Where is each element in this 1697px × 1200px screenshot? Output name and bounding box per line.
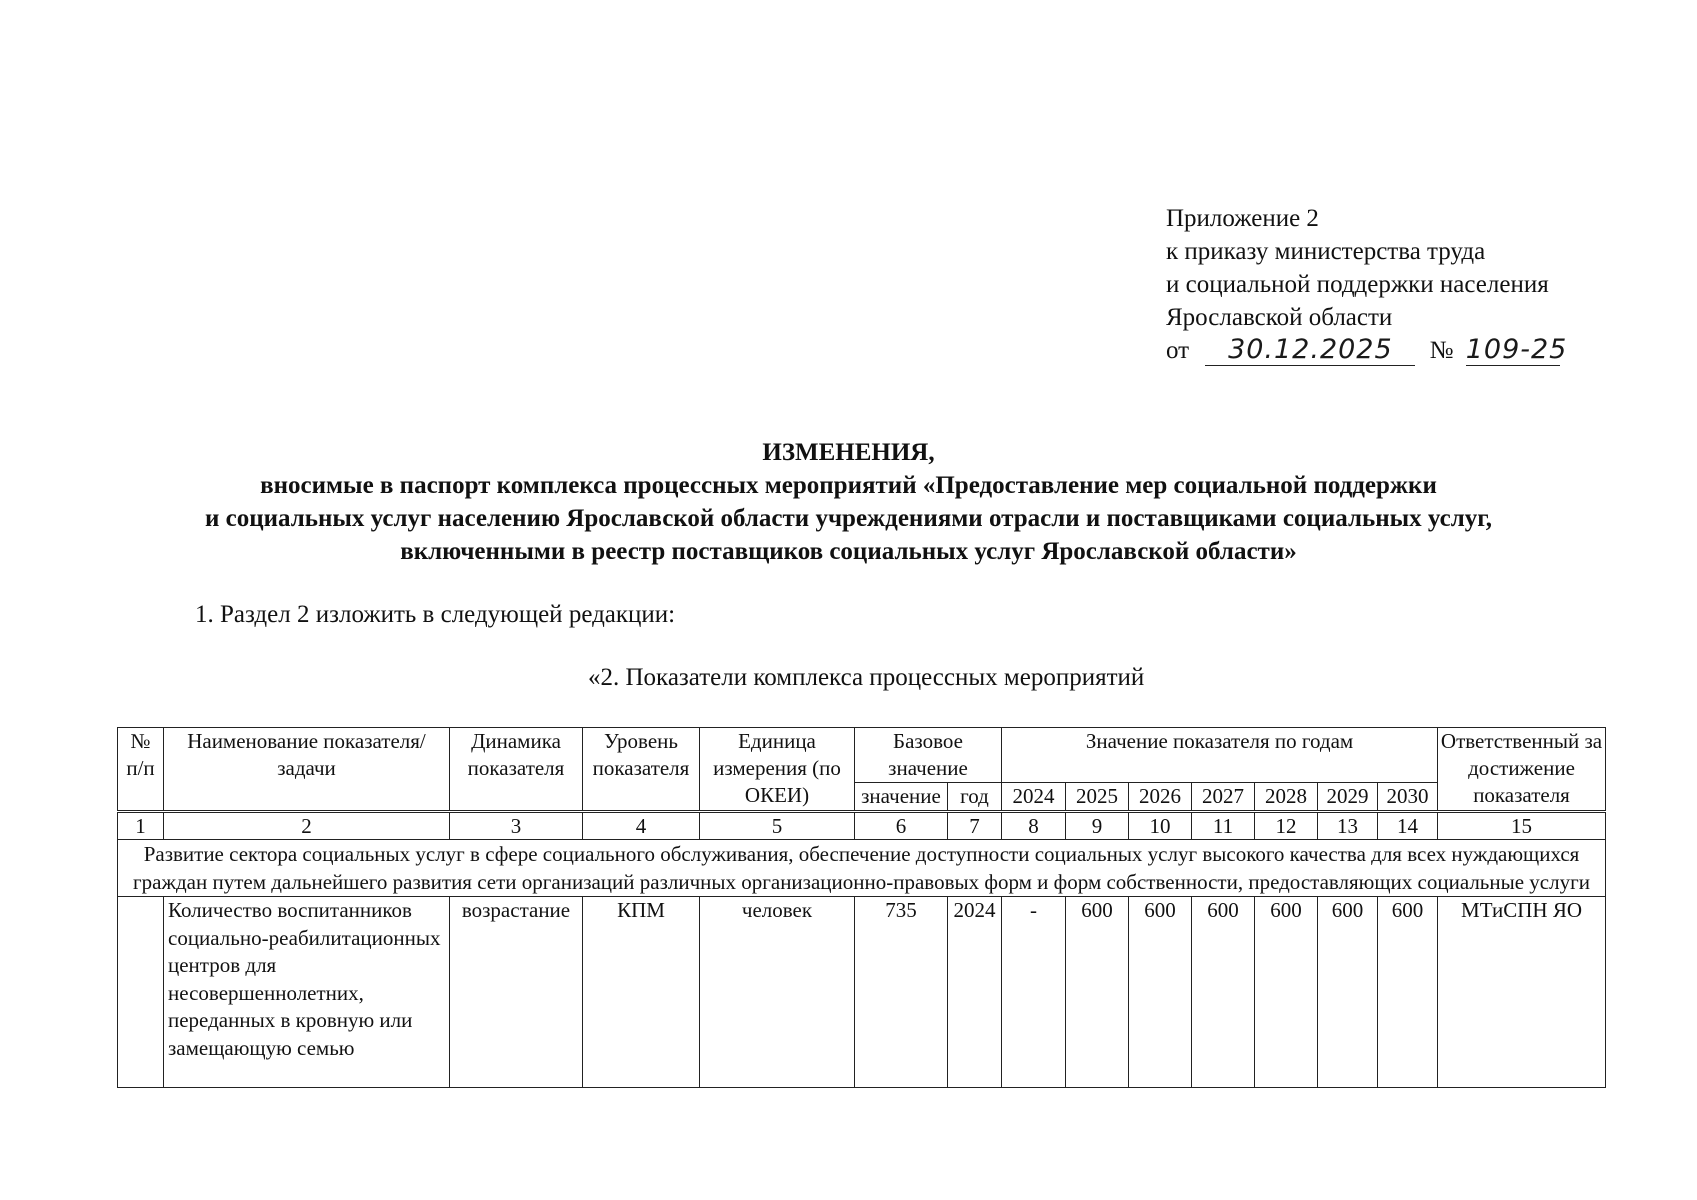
header-base: Базовое значение	[855, 728, 1002, 783]
header-year: 2026	[1129, 783, 1192, 812]
row-dynamics: возрастание	[450, 897, 583, 1088]
column-number: 10	[1129, 812, 1192, 840]
header-level: Уровень показателя	[583, 728, 700, 812]
column-number: 3	[450, 812, 583, 840]
header-year: 2025	[1066, 783, 1129, 812]
column-number: 8	[1002, 812, 1066, 840]
row-value-2024: -	[1002, 897, 1066, 1088]
appendix-order-ref: к приказу министерства труда	[1166, 238, 1486, 265]
column-number: 2	[164, 812, 450, 840]
column-number: 5	[700, 812, 855, 840]
section-title: «2. Показатели комплекса процессных мероприятий	[588, 664, 1145, 691]
appendix-date-line	[1166, 334, 1568, 367]
appendix-title: Приложение 2	[1166, 205, 1319, 232]
header-year: 2028	[1255, 783, 1318, 812]
row-value-2028: 600	[1255, 897, 1318, 1088]
header-year: 2030	[1378, 783, 1438, 812]
header-responsible: Ответственный за достижение показателя	[1438, 728, 1606, 812]
order-number: 109-25	[1465, 334, 1568, 365]
appendix-block	[1166, 202, 1568, 367]
column-number: 15	[1438, 812, 1606, 840]
column-number: 4	[583, 812, 700, 840]
heading-title: ИЗМЕНЕНИЯ,	[762, 439, 935, 466]
row-unit: человек	[700, 897, 855, 1088]
date-prefix: от	[1166, 337, 1190, 364]
indicators-table	[117, 727, 1606, 1088]
column-number: 14	[1378, 812, 1438, 840]
column-number: 6	[855, 812, 948, 840]
header-year: 2027	[1192, 783, 1255, 812]
column-number: 12	[1255, 812, 1318, 840]
column-number: 11	[1192, 812, 1255, 840]
header-base-year: год	[948, 783, 1002, 812]
row-base-year: 2024	[948, 897, 1002, 1088]
order-date: 30.12.2025	[1205, 335, 1415, 366]
header-year: 2024	[1002, 783, 1066, 812]
appendix-region: Ярославской области	[1166, 304, 1393, 331]
heading-line-3: и социальных услуг населению Ярославской области учреждениями отрасли и поставщиками социальных услуг,	[204, 505, 1493, 532]
header-by-years: Значение показателя по годам	[1002, 728, 1438, 783]
row-value-2027: 600	[1192, 897, 1255, 1088]
amendment-paragraph: 1. Раздел 2 изложить в следующей редакции:	[195, 601, 676, 628]
header-name: Наименование показателя/задачи	[164, 728, 450, 812]
row-indicator-name: Количество воспитанников социально-реабилитационных центров для несовершеннолетних, переданных в кровную или замещающую семью	[164, 897, 450, 1088]
row-value-2029: 600	[1318, 897, 1378, 1088]
appendix-ministry: и социальной поддержки населения	[1166, 271, 1549, 298]
column-number: 13	[1318, 812, 1378, 840]
header-num: № п/п	[118, 728, 164, 812]
row-value-2026: 600	[1129, 897, 1192, 1088]
number-sign: №	[1429, 337, 1454, 364]
header-dynamics: Динамика показателя	[450, 728, 583, 812]
document-heading	[0, 436, 1697, 568]
header-unit: Единица измерения (по ОКЕИ)	[700, 728, 855, 812]
row-base-value: 735	[855, 897, 948, 1088]
heading-line-4: включенными в реестр поставщиков социальных услуг Ярославской области»	[400, 538, 1297, 565]
column-number: 1	[118, 812, 164, 840]
task-text: Развитие сектора социальных услуг в сфере социального обслуживания, обеспечение доступности социальных услуг высокого качества для всех нуждающихся граждан путем дальнейшего развития сети организаций различных организационно-правовых форм и форм собственности, предоставляющих социальные услуги	[118, 840, 1606, 897]
task-row	[118, 840, 1606, 897]
column-number-row	[118, 812, 1606, 840]
row-level: КПМ	[583, 897, 700, 1088]
column-number: 7	[948, 812, 1002, 840]
row-responsible: МТиСПН ЯО	[1438, 897, 1606, 1088]
row-value-2030: 600	[1378, 897, 1438, 1088]
column-number: 9	[1066, 812, 1129, 840]
header-year: 2029	[1318, 783, 1378, 812]
table-row	[118, 897, 1606, 1088]
header-base-value: значение	[855, 783, 948, 812]
row-value-2025: 600	[1066, 897, 1129, 1088]
heading-line-2: вносимые в паспорт комплекса процессных мероприятий «Предоставление мер социальной поддержки	[260, 472, 1437, 499]
row-num	[118, 897, 164, 1088]
